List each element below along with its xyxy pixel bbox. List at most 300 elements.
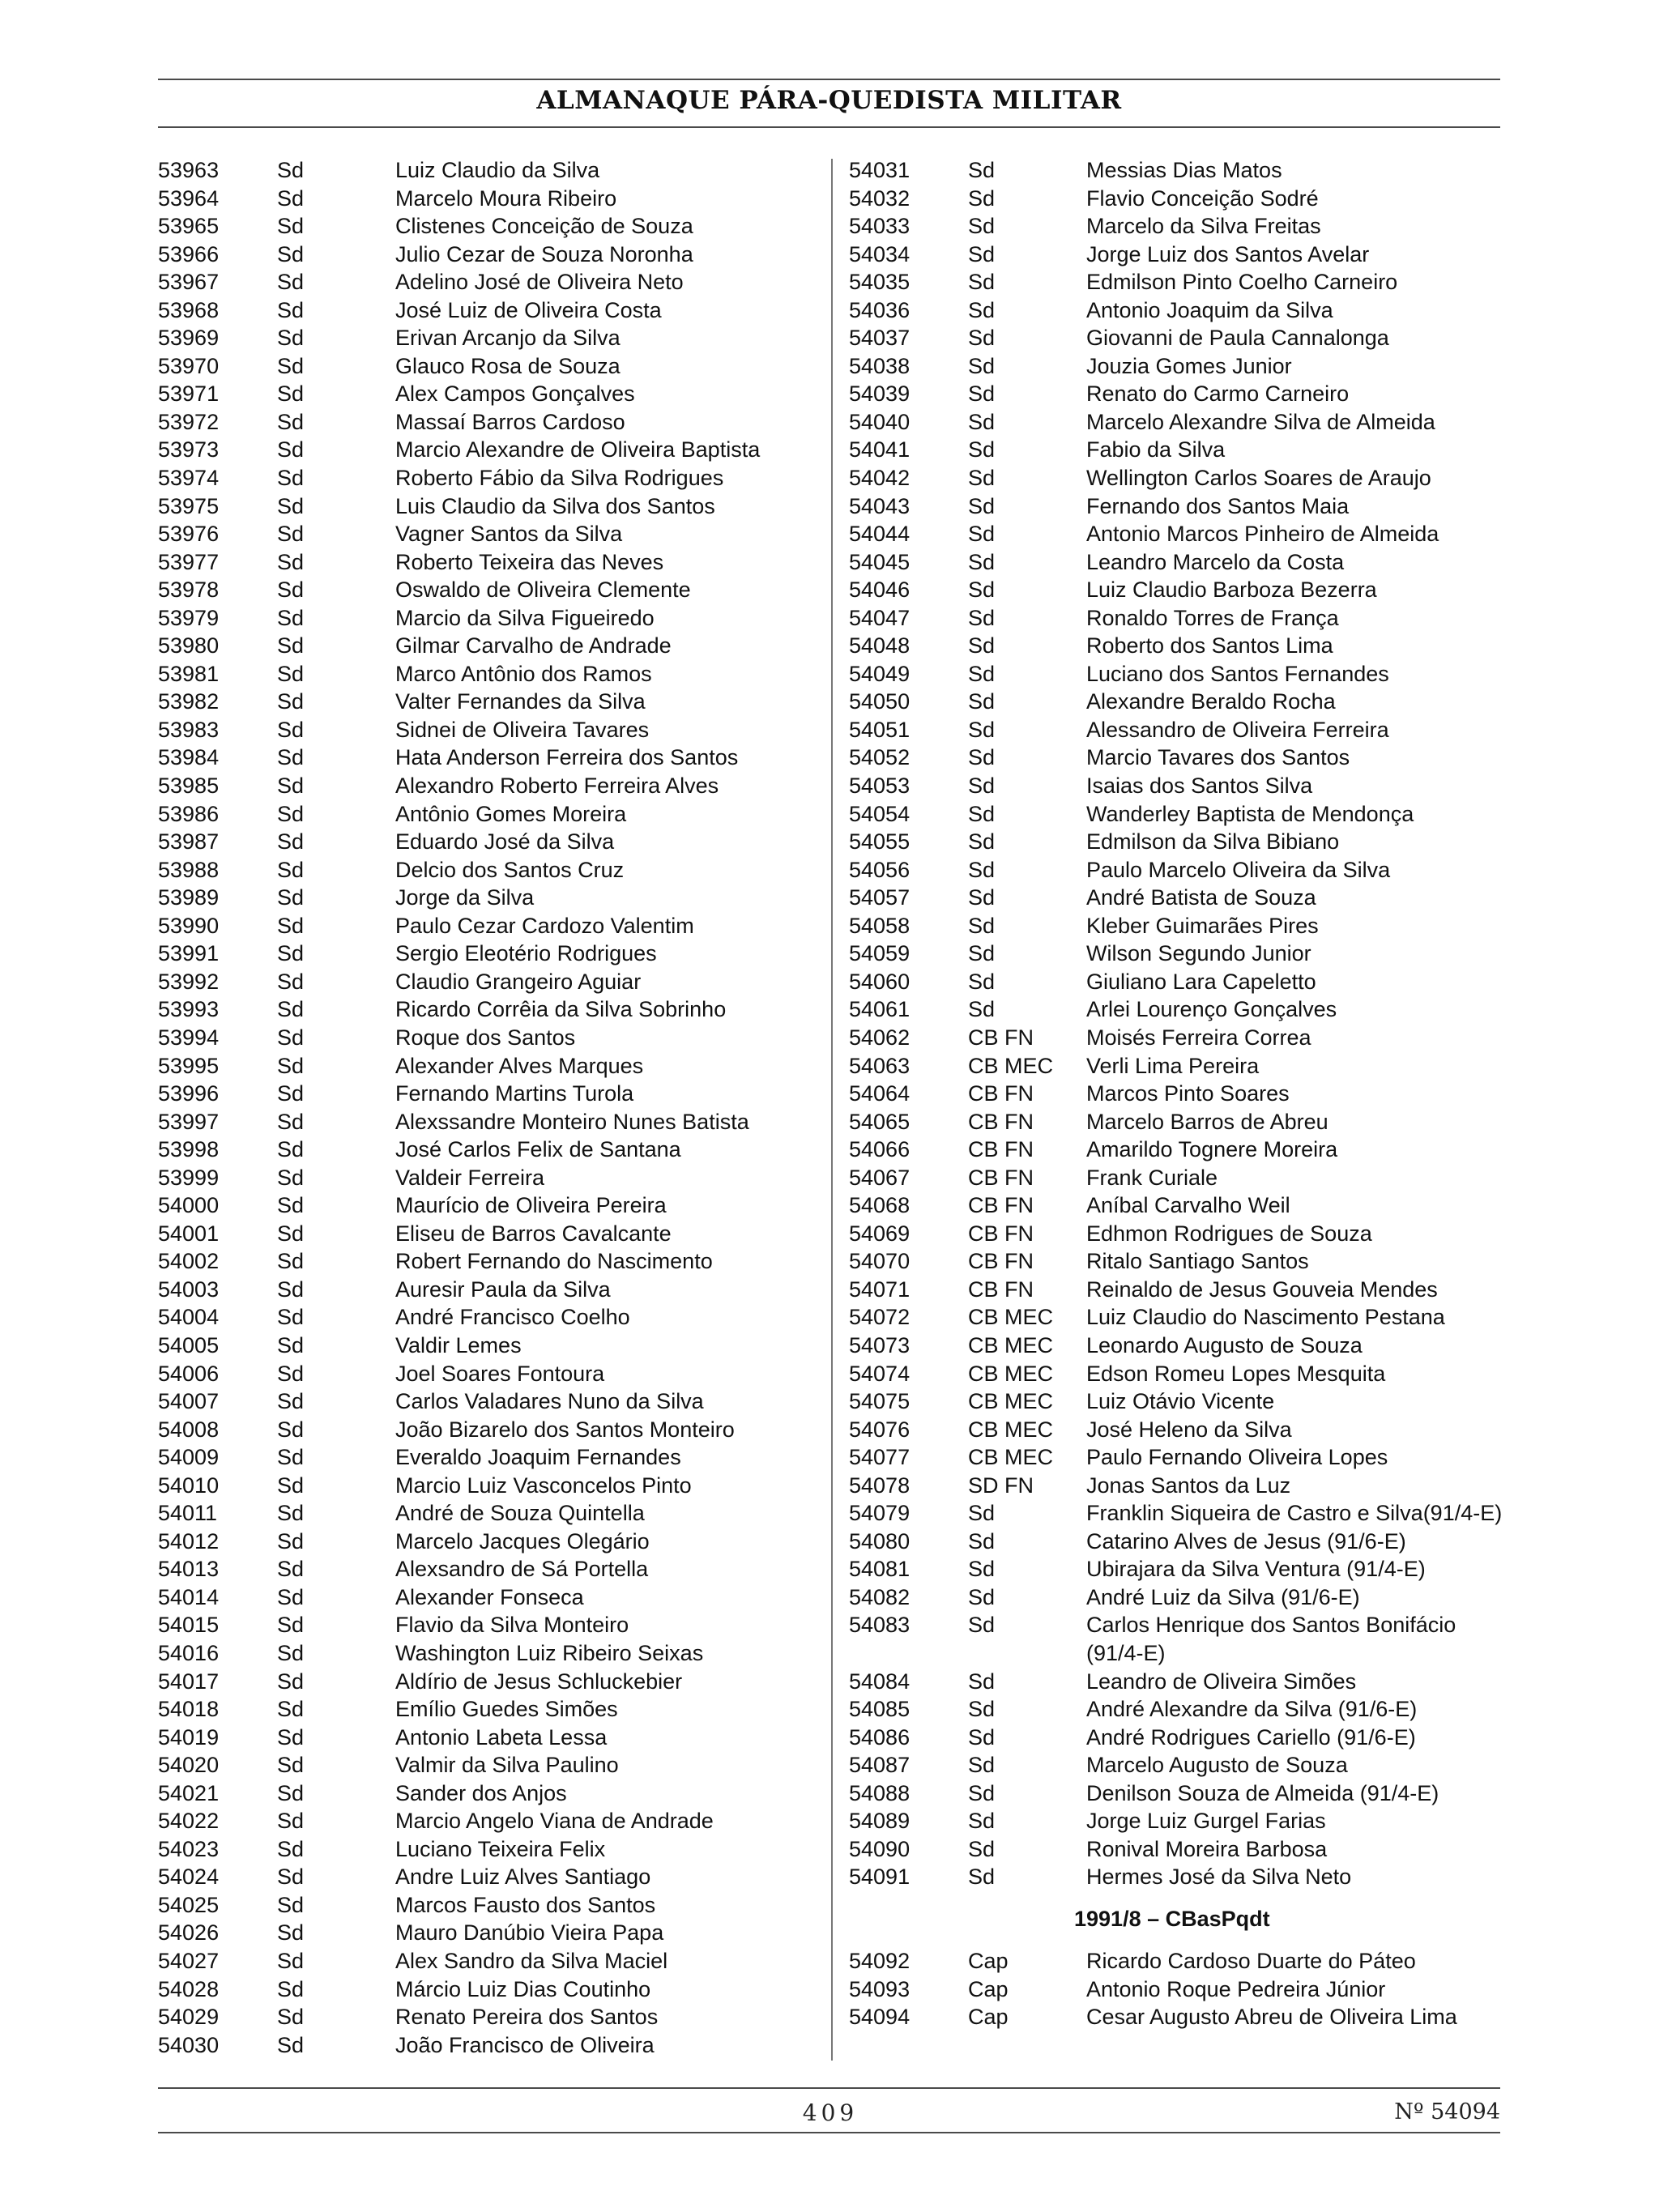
left-column-list	[158, 156, 818, 2059]
member-name: Claudio Grangeiro Aguiar	[395, 969, 642, 994]
member-rank: Sd	[968, 437, 996, 462]
member-rank: CB MEC	[968, 1361, 1054, 1386]
member-number: 54063	[849, 1053, 911, 1078]
list-item	[849, 1528, 1505, 1556]
member-name: André Batista de Souza	[1086, 885, 1316, 910]
member-number: 54006	[158, 1361, 220, 1386]
member-number: 53976	[158, 522, 220, 547]
list-item	[158, 1303, 818, 1332]
member-rank: Sd	[277, 2032, 305, 2057]
member-rank: CB MEC	[968, 1389, 1054, 1414]
list-item	[158, 1528, 818, 1556]
member-name: Marcio Tavares dos Santos	[1086, 745, 1350, 770]
member-rank: Sd	[968, 941, 996, 966]
member-rank: Sd	[968, 857, 996, 882]
member-number: 54024	[158, 1865, 220, 1890]
member-rank: CB MEC	[968, 1053, 1054, 1078]
member-name: Luiz Otávio Vicente	[1086, 1389, 1275, 1414]
member-number: 54061	[849, 997, 911, 1022]
member-name: Jonas Santos da Luz	[1086, 1473, 1291, 1498]
member-name: Marcelo Moura Ribeiro	[395, 185, 617, 211]
list-item	[158, 1639, 818, 1668]
member-number: 53966	[158, 241, 220, 266]
member-number: 54038	[849, 353, 911, 378]
member-name: Wilson Segundo Junior	[1086, 941, 1311, 966]
list-item	[158, 1024, 818, 1052]
page-number: 409	[802, 2099, 859, 2126]
member-name: Franklin Siqueira de Castro e Silva(91/4-E)	[1086, 1501, 1503, 1526]
member-rank: Sd	[968, 913, 996, 938]
member-name: Wellington Carlos Soares de Araujo	[1086, 466, 1431, 491]
list-item	[158, 1891, 818, 1920]
member-rank: Sd	[277, 941, 305, 966]
list-item	[158, 1136, 818, 1164]
member-number: 54032	[849, 185, 911, 211]
member-rank: Sd	[968, 241, 996, 266]
member-rank: Sd	[968, 578, 996, 603]
member-name: Alexssandre Monteiro Nunes Batista	[395, 1109, 749, 1134]
member-name: Mauro Danúbio Vieira Papa	[395, 1920, 664, 1946]
member-number: 54014	[158, 1584, 220, 1609]
list-item	[849, 1052, 1505, 1080]
member-number: 53974	[158, 466, 220, 491]
member-name: Jorge Luiz dos Santos Avelar	[1086, 241, 1370, 266]
list-item	[158, 772, 818, 800]
list-item	[849, 632, 1505, 660]
member-number: 53993	[158, 997, 220, 1022]
member-number: 54045	[849, 549, 911, 574]
member-rank: Cap	[968, 1976, 1009, 2001]
member-number: 54023	[158, 1836, 220, 1861]
member-number: 54011	[158, 1501, 218, 1526]
member-rank: SD FN	[968, 1473, 1034, 1498]
member-name: Andre Luiz Alves Santiago	[395, 1865, 651, 1890]
member-rank: Sd	[277, 1669, 305, 1694]
list-item	[849, 464, 1505, 492]
list-item	[158, 520, 818, 548]
member-rank: Sd	[277, 913, 305, 938]
member-name: Paulo Fernando Oliveira Lopes	[1086, 1445, 1388, 1470]
member-number: 54070	[849, 1249, 911, 1274]
member-number: 53968	[158, 297, 220, 322]
member-number: 53987	[158, 829, 220, 855]
member-rank: Sd	[968, 1865, 996, 1890]
list-item	[158, 1052, 818, 1080]
list-item	[158, 436, 818, 464]
member-number: 53969	[158, 326, 220, 351]
list-item	[849, 576, 1505, 604]
member-name: Arlei Lourenço Gonçalves	[1086, 997, 1337, 1022]
member-number: 54068	[849, 1193, 911, 1218]
member-rank: Sd	[277, 1557, 305, 1582]
member-number: 54002	[158, 1249, 220, 1274]
member-rank: Sd	[277, 1920, 305, 1946]
member-number: 53983	[158, 717, 220, 742]
member-number: 54004	[158, 1305, 220, 1330]
member-rank: Sd	[968, 270, 996, 295]
list-item	[158, 2003, 818, 2031]
list-item	[849, 324, 1505, 352]
member-number: 54052	[849, 745, 911, 770]
member-rank: Sd	[968, 1780, 996, 1805]
member-rank: Sd	[277, 409, 305, 434]
member-name: Massaí Barros Cardoso	[395, 409, 625, 434]
member-number: 54031	[849, 158, 911, 182]
list-item	[849, 185, 1505, 213]
member-number: 54076	[849, 1417, 911, 1442]
member-name: Roberto Fábio da Silva Rodrigues	[395, 466, 724, 491]
member-name: Marcelo Alexandre Silva de Almeida	[1086, 409, 1435, 434]
member-number: 54044	[849, 522, 911, 547]
member-name: Carlos Valadares Nuno da Silva	[395, 1389, 704, 1414]
list-item	[849, 1863, 1505, 1891]
list-item	[849, 1639, 1505, 1668]
member-name: Marcelo Barros de Abreu	[1086, 1109, 1328, 1134]
member-rank: Sd	[968, 1836, 996, 1861]
member-number: 54082	[849, 1584, 911, 1609]
member-number: 54093	[849, 1976, 911, 2001]
member-rank: Sd	[277, 1836, 305, 1861]
member-rank: Sd	[277, 745, 305, 770]
list-item	[158, 660, 818, 688]
member-rank: Sd	[277, 1865, 305, 1890]
member-number: 54007	[158, 1389, 220, 1414]
member-name: Leonardo Augusto de Souza	[1086, 1332, 1363, 1357]
member-number: 54018	[158, 1697, 220, 1722]
member-name: Adelino José de Oliveira Neto	[395, 270, 684, 295]
member-number: 54072	[849, 1305, 911, 1330]
list-item	[158, 1975, 818, 2004]
member-number: 54019	[158, 1724, 220, 1750]
member-name: Joel Soares Fontoura	[395, 1361, 605, 1386]
member-number: 53990	[158, 913, 220, 938]
member-number: 53964	[158, 185, 220, 211]
member-number: 54083	[849, 1613, 911, 1638]
list-item	[158, 380, 818, 408]
member-name: José Luiz de Oliveira Costa	[395, 297, 662, 322]
member-number: 53963	[158, 158, 220, 182]
member-rank: CB FN	[968, 1249, 1034, 1274]
member-number: 54036	[849, 297, 911, 322]
list-item	[849, 1724, 1505, 1752]
member-number: 53980	[158, 633, 220, 658]
member-rank: Sd	[968, 689, 996, 714]
list-item	[158, 744, 818, 772]
member-rank: Sd	[968, 549, 996, 574]
member-number: 54054	[849, 801, 911, 826]
member-rank: Sd	[968, 661, 996, 686]
list-item	[849, 604, 1505, 633]
member-name: Isaias dos Santos Silva	[1086, 774, 1313, 799]
member-rank: Sd	[968, 969, 996, 994]
member-rank: CB FN	[968, 1109, 1034, 1134]
member-number: 53982	[158, 689, 220, 714]
member-number: 53992	[158, 969, 220, 994]
member-name: José Heleno da Silva	[1086, 1417, 1292, 1442]
member-name: Ricardo Cardoso Duarte do Páteo	[1086, 1949, 1416, 1973]
member-rank: Sd	[277, 1417, 305, 1442]
member-rank: Sd	[968, 745, 996, 770]
list-item	[158, 632, 818, 660]
member-number: 54016	[158, 1640, 220, 1665]
member-rank: Sd	[968, 1724, 996, 1750]
member-name: Auresir Paula da Silva	[395, 1276, 611, 1302]
member-rank: Sd	[968, 381, 996, 407]
member-name: Valmir da Silva Paulino	[395, 1753, 619, 1778]
list-item	[849, 1164, 1505, 1192]
member-number: 54087	[849, 1753, 911, 1778]
member-name: Ronaldo Torres de França	[1086, 605, 1339, 630]
member-name: (91/4-E)	[1086, 1640, 1166, 1665]
member-name: Renato Pereira dos Santos	[395, 2005, 659, 2030]
member-number: 53988	[158, 857, 220, 882]
member-rank: Sd	[968, 801, 996, 826]
list-item	[849, 1443, 1505, 1472]
member-number: 53995	[158, 1053, 220, 1078]
member-name: Verli Lima Pereira	[1086, 1053, 1260, 1078]
list-item	[158, 1724, 818, 1752]
member-rank: Sd	[277, 185, 305, 211]
footer-rule-top	[158, 2087, 1500, 2089]
list-item	[849, 548, 1505, 577]
list-item	[158, 268, 818, 296]
member-number: 54081	[849, 1557, 911, 1582]
member-rank: Sd	[277, 522, 305, 547]
list-item	[158, 1416, 818, 1444]
member-name: Paulo Marcelo Oliveira da Silva	[1086, 857, 1391, 882]
member-rank: CB MEC	[968, 1445, 1054, 1470]
member-name: Hata Anderson Ferreira dos Santos	[395, 745, 739, 770]
member-name: Renato do Carmo Carneiro	[1086, 381, 1350, 407]
member-rank: Sd	[968, 774, 996, 799]
list-item	[158, 856, 818, 884]
member-number: 54035	[849, 270, 911, 295]
member-number: 53997	[158, 1109, 220, 1134]
member-rank: Sd	[277, 2005, 305, 2030]
member-rank: CB MEC	[968, 1305, 1054, 1330]
member-rank: Sd	[277, 885, 305, 910]
member-name: Maurício de Oliveira Pereira	[395, 1193, 667, 1218]
member-number: 54090	[849, 1836, 911, 1861]
list-item	[849, 1947, 1505, 1975]
member-rank: CB FN	[968, 1081, 1034, 1106]
member-name: Marcelo Augusto de Souza	[1086, 1753, 1348, 1778]
member-name: Alexsandro de Sá Portella	[395, 1557, 649, 1582]
member-rank: Sd	[277, 1753, 305, 1778]
member-number: 53986	[158, 801, 220, 826]
list-item	[158, 1611, 818, 1639]
member-rank: Sd	[968, 409, 996, 434]
list-item	[158, 1751, 818, 1779]
member-number: 54051	[849, 717, 911, 742]
list-item	[849, 1835, 1505, 1864]
list-item	[849, 241, 1505, 269]
list-item	[158, 296, 818, 325]
member-name: Marcio da Silva Figueiredo	[395, 605, 655, 630]
member-name: Edmilson Pinto Coelho Carneiro	[1086, 270, 1398, 295]
member-number: 54025	[158, 1892, 220, 1917]
member-name: Antônio Gomes Moreira	[395, 801, 627, 826]
member-rank: CB MEC	[968, 1332, 1054, 1357]
member-rank: Sd	[277, 1276, 305, 1302]
list-item	[158, 995, 818, 1024]
member-rank: Sd	[277, 661, 305, 686]
member-number: 54066	[849, 1137, 911, 1162]
list-item	[849, 492, 1505, 521]
member-name: Sidnei de Oliveira Tavares	[395, 717, 650, 742]
member-number: 54065	[849, 1109, 911, 1134]
member-name: Roque dos Santos	[395, 1025, 576, 1050]
member-rank: Sd	[277, 1305, 305, 1330]
member-rank: Sd	[277, 1249, 305, 1274]
list-item	[849, 744, 1505, 772]
list-item	[849, 772, 1505, 800]
member-rank: CB FN	[968, 1137, 1034, 1162]
member-rank: Sd	[277, 1109, 305, 1134]
member-name: Jorge da Silva	[395, 885, 535, 910]
list-item	[849, 1108, 1505, 1136]
member-name: Kleber Guimarães Pires	[1086, 913, 1319, 938]
member-name: Luiz Claudio Barboza Bezerra	[1086, 578, 1377, 603]
member-number: 54067	[849, 1165, 911, 1190]
list-item	[158, 408, 818, 437]
list-item	[158, 688, 818, 716]
list-item	[849, 1416, 1505, 1444]
member-number: 53979	[158, 605, 220, 630]
member-name: Glauco Rosa de Souza	[395, 353, 621, 378]
member-rank: CB MEC	[968, 1417, 1054, 1442]
member-number: 54059	[849, 941, 911, 966]
member-number: 53975	[158, 493, 220, 518]
member-name: Luiz Claudio da Silva	[395, 158, 600, 182]
member-name: Giovanni de Paula Cannalonga	[1086, 326, 1389, 351]
member-name: Alessandro de Oliveira Ferreira	[1086, 717, 1389, 742]
member-number: 54050	[849, 689, 911, 714]
list-item	[849, 352, 1505, 381]
page-title: ALMANAQUE PÁRA-QUEDISTA MILITAR	[536, 86, 1122, 115]
member-name: Roberto dos Santos Lima	[1086, 633, 1333, 658]
list-item	[849, 828, 1505, 856]
member-name: Luciano Teixeira Felix	[395, 1836, 606, 1861]
entry-number: Nº 54094	[1394, 2099, 1500, 2125]
member-rank: Sd	[968, 1501, 996, 1526]
member-rank: Sd	[277, 578, 305, 603]
member-number: 54037	[849, 326, 911, 351]
member-rank: Sd	[277, 437, 305, 462]
member-name: Ronival Moreira Barbosa	[1086, 1836, 1328, 1861]
member-rank: Sd	[277, 270, 305, 295]
member-number: 53985	[158, 774, 220, 799]
member-number: 53981	[158, 661, 220, 686]
member-number: 54047	[849, 605, 911, 630]
list-item	[158, 2031, 818, 2060]
member-name: Marcelo da Silva Freitas	[1086, 214, 1321, 239]
member-rank: Sd	[968, 1809, 996, 1834]
member-rank: Sd	[277, 1137, 305, 1162]
member-name: Giuliano Lara Capeletto	[1086, 969, 1316, 994]
member-rank: Sd	[277, 1025, 305, 1050]
member-number: 53977	[158, 549, 220, 574]
member-rank: Sd	[968, 522, 996, 547]
list-item	[158, 1387, 818, 1416]
member-name: Erivan Arcanjo da Silva	[395, 326, 621, 351]
list-item	[158, 1360, 818, 1388]
member-name: Messias Dias Matos	[1086, 158, 1282, 182]
member-rank: Sd	[968, 997, 996, 1022]
right-list-part-a	[849, 156, 1505, 1891]
member-rank: Cap	[968, 2005, 1009, 2030]
list-item	[849, 156, 1505, 185]
member-rank: Sd	[968, 885, 996, 910]
list-item	[158, 1276, 818, 1304]
list-item	[158, 884, 818, 912]
member-rank: Sd	[277, 1501, 305, 1526]
member-rank: Sd	[277, 997, 305, 1022]
member-number: 54064	[849, 1081, 911, 1106]
member-name: Oswaldo de Oliveira Clemente	[395, 578, 691, 603]
member-rank: Sd	[277, 214, 305, 239]
list-item	[158, 492, 818, 521]
member-number: 54008	[158, 1417, 220, 1442]
member-rank: Sd	[968, 493, 996, 518]
member-name: Gilmar Carvalho de Andrade	[395, 633, 672, 658]
list-item	[158, 324, 818, 352]
member-number: 53973	[158, 437, 220, 462]
member-number: 54089	[849, 1809, 911, 1834]
list-item	[158, 1555, 818, 1583]
member-rank: Sd	[968, 326, 996, 351]
member-name: Marcio Angelo Viana de Andrade	[395, 1809, 714, 1834]
member-name: Sergio Eleotério Rodrigues	[395, 941, 657, 966]
list-item	[849, 1668, 1505, 1696]
member-name: Ritalo Santiago Santos	[1086, 1249, 1309, 1274]
member-rank: Sd	[968, 466, 996, 491]
member-name: Vagner Santos da Silva	[395, 522, 623, 547]
member-name: Ricardo Corrêia da Silva Sobrinho	[395, 997, 727, 1022]
member-number: 54086	[849, 1724, 911, 1750]
member-name: Robert Fernando do Nascimento	[395, 1249, 713, 1274]
member-name: Washington Luiz Ribeiro Seixas	[395, 1640, 704, 1665]
member-rank: Sd	[968, 633, 996, 658]
member-rank: Sd	[277, 1640, 305, 1665]
member-name: Alexander Fonseca	[395, 1584, 584, 1609]
member-rank: Sd	[277, 689, 305, 714]
member-number: 54028	[158, 1976, 220, 2001]
member-number: 54005	[158, 1332, 220, 1357]
member-number: 54055	[849, 829, 911, 855]
list-item	[849, 800, 1505, 829]
member-rank: Sd	[277, 493, 305, 518]
member-number: 54056	[849, 857, 911, 882]
member-rank: Sd	[277, 717, 305, 742]
list-item	[158, 716, 818, 744]
list-item	[158, 1499, 818, 1528]
member-number: 54073	[849, 1332, 911, 1357]
member-number: 54094	[849, 2005, 911, 2030]
list-item	[158, 912, 818, 940]
member-name: Alexandro Roberto Ferreira Alves	[395, 774, 719, 799]
member-rank: Sd	[277, 1081, 305, 1106]
list-item	[158, 1863, 818, 1891]
list-item	[158, 1191, 818, 1220]
member-number: 53994	[158, 1025, 220, 1050]
member-number: 54074	[849, 1361, 911, 1386]
member-number: 54060	[849, 969, 911, 994]
member-name: Hermes José da Silva Neto	[1086, 1865, 1352, 1890]
list-item	[849, 1136, 1505, 1164]
member-name: Antonio Marcos Pinheiro de Almeida	[1086, 522, 1439, 547]
member-number: 53967	[158, 270, 220, 295]
